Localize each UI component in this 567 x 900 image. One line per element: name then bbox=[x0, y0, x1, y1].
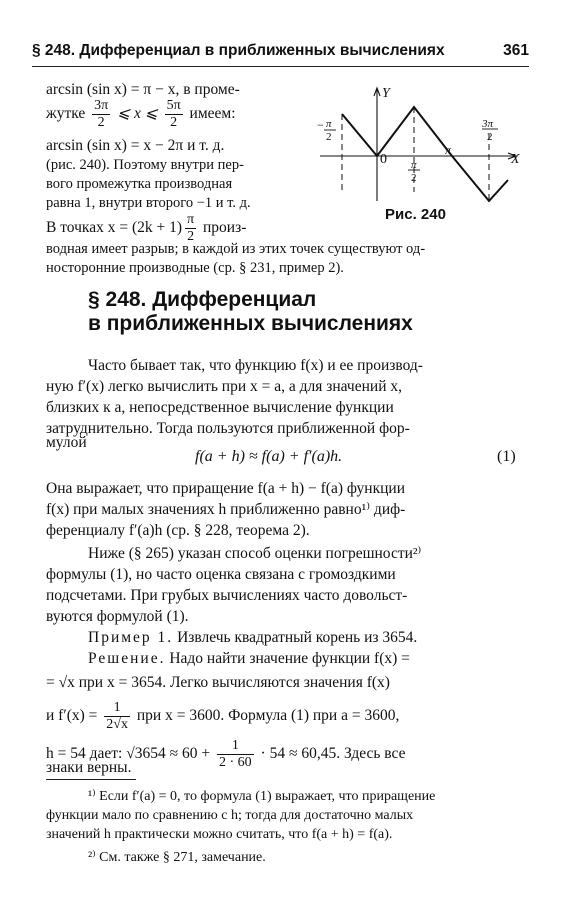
fraction: $\frac{5\pi}{2}$ bbox=[166, 98, 181, 130]
text-line: и f′(x) = $\frac{1}{2√x}$ при x = 3600. Формула (1) при a = 3600, bbox=[46, 700, 400, 732]
approx-formula: f(a + h) ≈ f(a) + f′(a)h. bbox=[195, 448, 343, 465]
text-line: затруднительно. Тогда пользуются приближенной фор- bbox=[46, 420, 410, 437]
tick-label: 2 bbox=[411, 172, 417, 184]
tick-label: π bbox=[411, 159, 417, 171]
fraction: $\frac{3\pi}{2}$ bbox=[94, 98, 109, 130]
minus-sign: − bbox=[317, 118, 324, 132]
footnote-rule bbox=[46, 779, 136, 780]
equation-number: (1) bbox=[497, 448, 516, 465]
text-line: ную f′(x) легко вычислить при x = a, а для значений x, bbox=[46, 378, 402, 395]
text-line: подсчетами. При грубых вычислениях часто довольст- bbox=[46, 587, 408, 604]
text-line: f(x) при малых значениях h приближенно равно¹⁾ диф- bbox=[46, 501, 406, 518]
section-title: § 248. Дифференциал в приближенных вычислениях bbox=[88, 288, 413, 335]
text-line: равна 1, внутри второго −1 и т. д. bbox=[46, 195, 251, 211]
fraction: $\frac{1}{2√x}$ bbox=[106, 700, 128, 732]
text-line: жутке $\frac{3\pi}{2}$ ⩽ x ⩽ $\frac{5\pi}{2}$ имеем: bbox=[46, 98, 236, 130]
example-label: Пример 1. bbox=[88, 629, 174, 646]
tick-label: π bbox=[445, 143, 452, 157]
text-line: носторонние производные (ср. § 231, пример 2). bbox=[46, 260, 344, 276]
solution-line: Решение. Надо найти значение функции f(x) = bbox=[88, 650, 410, 667]
tick-label: 2 bbox=[487, 131, 493, 143]
figure-caption: Рис. 240 bbox=[385, 206, 446, 223]
text-line: знаки верны. bbox=[46, 759, 132, 776]
text-line: вого промежутка производная bbox=[46, 176, 233, 192]
text-line: вуются формулой (1). bbox=[46, 608, 189, 625]
footnote-line: ²⁾ См. также § 271, замечание. bbox=[88, 850, 266, 865]
text-line: h = 54 дает: √3654 ≈ 60 + $\frac{1}{2 \cdot 60}$ · 54 ≈ 60,45. Здесь все bbox=[46, 738, 406, 770]
text-line: (рис. 240). Поэтому внутри пер- bbox=[46, 157, 244, 173]
fraction: $\frac{1}{2 \cdot 60}$ bbox=[218, 738, 252, 770]
example-line: Пример 1. Извлечь квадратный корень из 3654. bbox=[88, 629, 418, 646]
text-line: В точках x = (2k + 1) $\frac{\pi}{2}$ произ- bbox=[46, 212, 247, 244]
text-line: формулы (1), но часто оценка связана с громоздкими bbox=[46, 566, 396, 583]
text-line: = √x при x = 3654. Легко вычисляются значения f(x) bbox=[46, 674, 390, 691]
text-line: arcsin (sin x) = π − x, в проме- bbox=[46, 81, 240, 98]
running-header bbox=[32, 40, 529, 64]
text-line: ференциалу f′(a)h (ср. § 228, теорема 2). bbox=[46, 522, 310, 539]
tick-label: π bbox=[326, 118, 332, 130]
page-number: 361 bbox=[503, 42, 529, 59]
text-line: Часто бывает так, что функцию f(x) и ее производ- bbox=[88, 357, 423, 374]
tick-label: 2 bbox=[326, 131, 332, 143]
text-line: Ниже (§ 265) указан способ оценки погрешности²⁾ bbox=[88, 545, 422, 562]
solution-label: Решение. bbox=[88, 650, 166, 667]
y-axis-label: Y bbox=[382, 86, 390, 101]
header-rule bbox=[32, 66, 529, 67]
text-line: Она выражает, что приращение f(a + h) − f(a) функции bbox=[46, 480, 406, 497]
footnote-line: ¹⁾ Если f′(a) = 0, то формула (1) выражает, что приращение bbox=[88, 789, 436, 804]
running-title: § 248. Дифференциал в приближенных вычислениях bbox=[32, 42, 445, 59]
x-axis-label: X bbox=[511, 152, 520, 167]
text-line: близких к a, непосредственное вычисление функции bbox=[46, 399, 394, 416]
origin-label: 0 bbox=[380, 152, 387, 167]
figure-240-graph bbox=[318, 84, 530, 204]
fraction: $\frac{\pi}{2}$ bbox=[187, 212, 195, 244]
text-line: мулой bbox=[46, 434, 87, 451]
text-line: водная имеет разрыв; в каждой из этих точек существуют од- bbox=[46, 241, 426, 257]
footnote-line: значений h практически можно считать, что f(a + h) = f(a). bbox=[46, 827, 393, 842]
tick-label: 3π bbox=[482, 118, 494, 130]
footnote-line: функции мало по сравнению с h; тогда для достаточно малых bbox=[46, 808, 414, 823]
text-line: arcsin (sin x) = x − 2π и т. д. bbox=[46, 137, 225, 154]
